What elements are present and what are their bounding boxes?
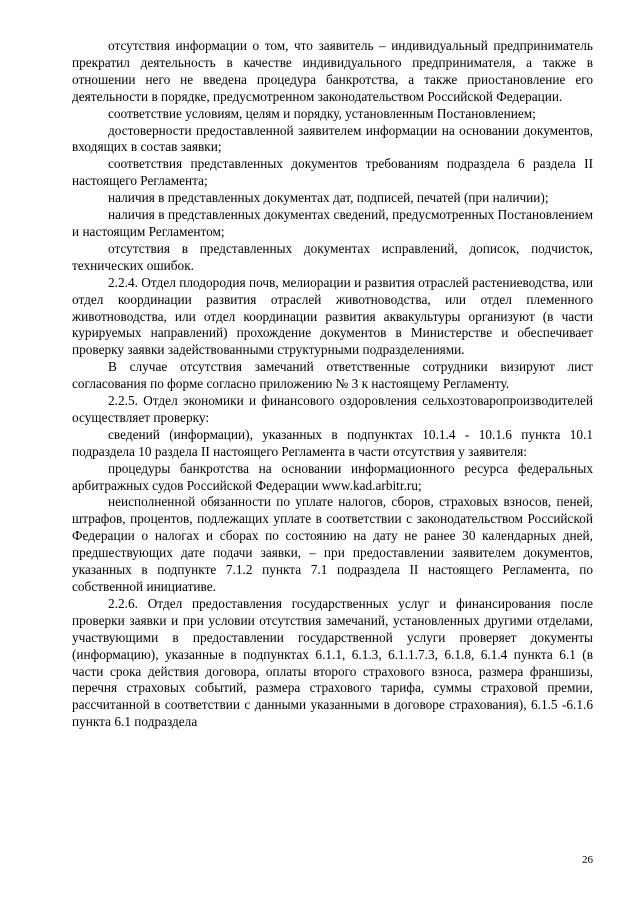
- paragraph-approval-sheet: В случае отсутствия замечаний ответственные сотрудники визируют лист согласования по форме согласно приложению № 3 к настоящему Регламенту.: [72, 359, 593, 392]
- paragraph-2-2-4: 2.2.4. Отдел плодородия почв, мелиорации и развития отраслей растениеводства, или отдел координации развития отраслей животноводства, или отдел племенного животноводства, или отдел координации развития аквакультуры организуют (в части курируемых направлений) прохождение документов в Министерстве и обеспечивает проверку заявки задействованными структурными подразделениями.: [72, 274, 593, 358]
- paragraph-reliability: достоверности предоставленной заявителем информации на основании документов, входящих в состав заявки;: [72, 122, 593, 155]
- paragraph-required-info: наличия в представленных документах сведений, предусмотренных Постановлением и настоящим Регламентом;: [72, 207, 593, 239]
- page-number: 26: [582, 854, 593, 866]
- paragraph-2-2-6: 2.2.6. Отдел предоставления государственных услуг и финансирования после проверки заявки и при условии отсутствия замечаний, установленных другими отделами, участвующими в предоставлении государственной услуги проверяет документы (информацию), указанные в подпунктах 6.1.1, 6.1.3, 6.1.1.7.3, 6.1.8, 6.1.4 пункта 6.1 (в части срока действия договора, оплаты второго страхового взноса, размера франшизы, перечня страховых событий, размера страхового тарифа, суммы страховой премии, рассчитанной в соответствии с данными указанными в договоре страхования), 6.1.5 -6.1.6 пункта 6.1 подраздела: [72, 595, 593, 730]
- paragraph-absence-of-info: отсутствия информации о том, что заявитель – индивидуальный предприниматель прекратил деятельность в качестве индивидуального предпринимателя, а также в отношении него не введена процедура банкротства, а также приостановление его деятельности в порядке, предусмотренном законодательством Российской Федерации.: [72, 38, 593, 104]
- paragraph-2-2-5: 2.2.5. Отдел экономики и финансового оздоровления сельхозтоваропроизводителей осуществляет проверку:: [72, 393, 593, 425]
- paragraph-dates-signatures: наличия в представленных документах дат, подписей, печатей (при наличии);: [108, 190, 549, 206]
- paragraph-document-compliance: соответствия представленных документов требованиям подраздела 6 раздела II настоящего Регламента;: [72, 156, 593, 189]
- paragraph-no-corrections: отсутствия в представленных документах исправлений, дописок, подчисток, технических ошибок.: [72, 240, 593, 273]
- paragraph-bankruptcy: процедуры банкротства на основании информационного ресурса федеральных арбитражных судов Российской Федерации www.kad.arbitr.ru;: [72, 460, 593, 493]
- document-body: [72, 38, 593, 731]
- paragraph-compliance-conditions: соответствие условиям, целям и порядку, установленным Постановлением;: [108, 105, 536, 121]
- paragraph-info-subpoints: сведений (информации), указанных в подпунктах 10.1.4 - 10.1.6 пункта 10.1 подраздела 10 раздела II настоящего Регламента в части отсутствия у заявителя:: [72, 426, 593, 459]
- paragraph-tax-obligations: неисполненной обязанности по уплате налогов, сборов, страховых взносов, пеней, штрафов, процентов, подлежащих уплате в соответствии с законодательством Российской Федерации о налогах и сборах по состоянию на дату не ранее 30 календарных дней, предшествующих дате подачи заявки, – при предоставлении заявителем документов, указанных в подпункте 7.1.2 пункта 7.1 подраздела II настоящего Регламента, по собственной инициативе.: [72, 494, 593, 594]
